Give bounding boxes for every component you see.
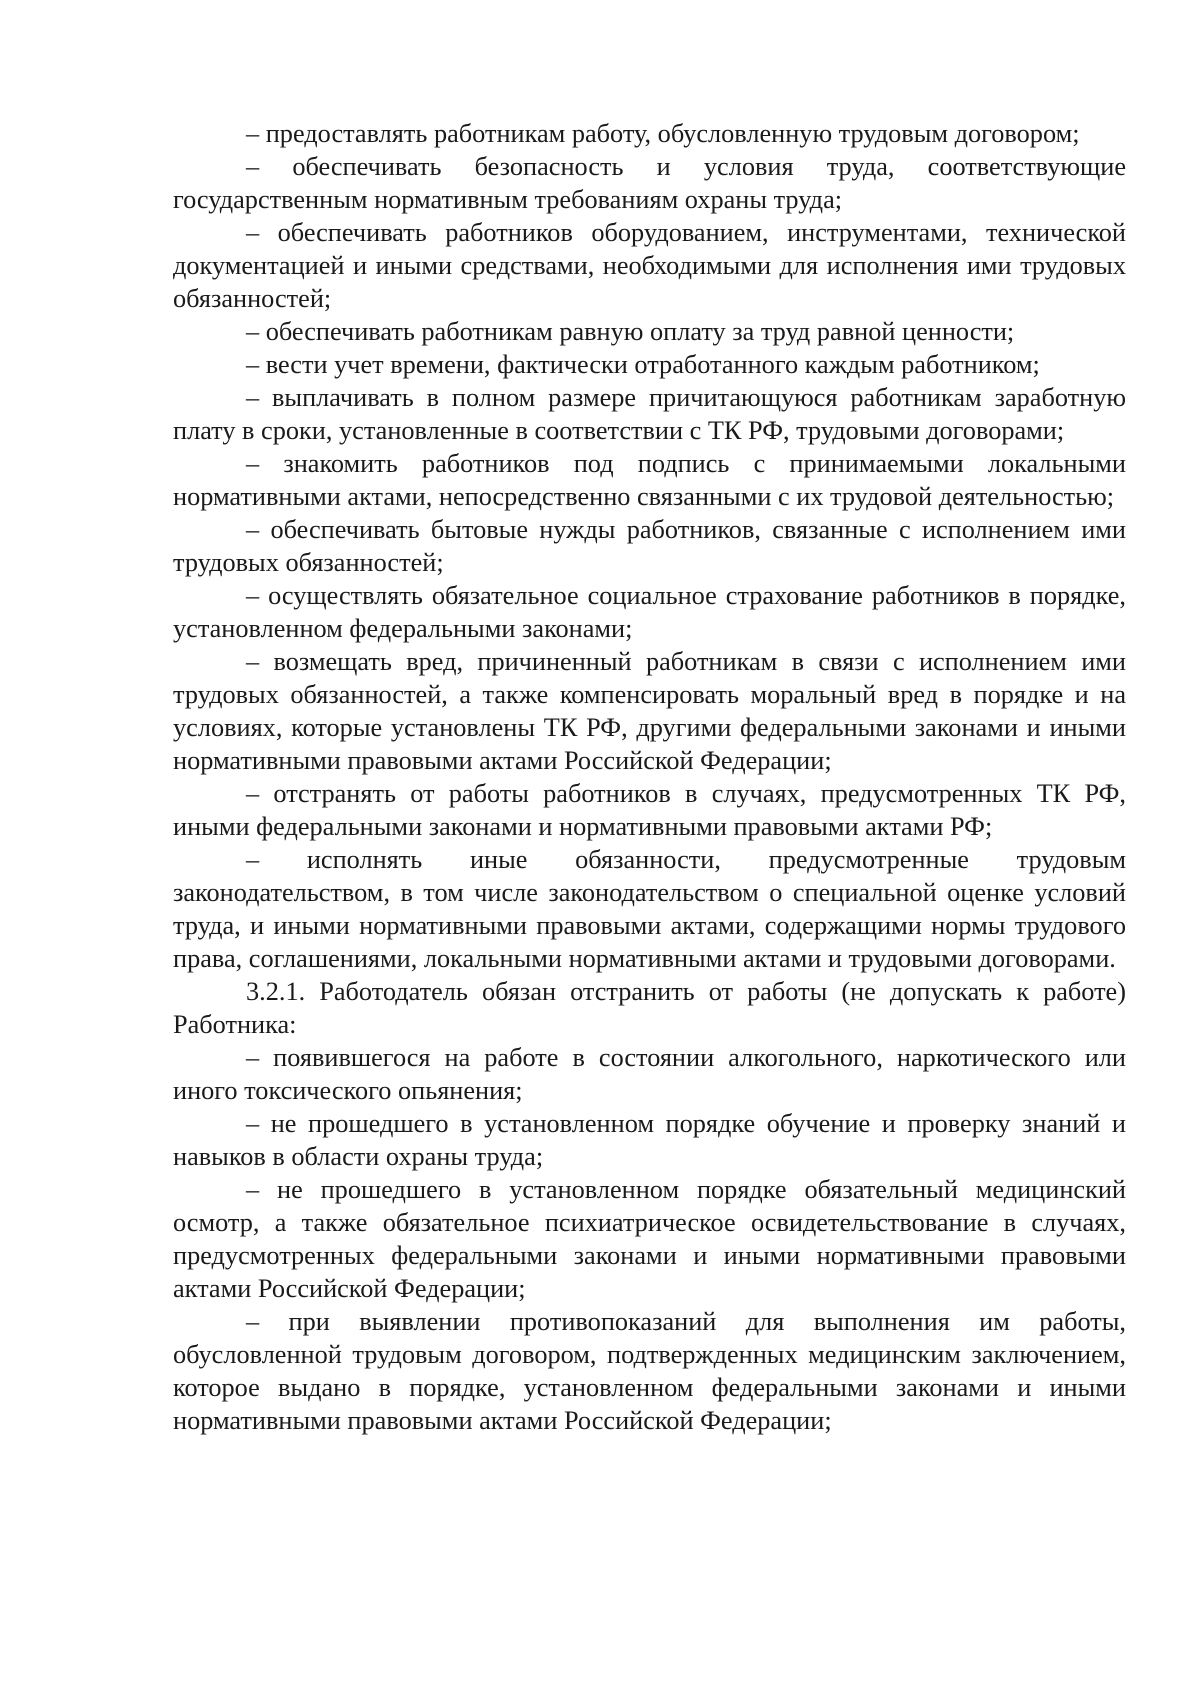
paragraph-wages: – выплачивать в полном размере причитающуюся работникам заработную плату в сроки, установленные в соответствии с ТК РФ, трудовыми договорами; <box>173 383 1126 445</box>
paragraph-local-acts: – знакомить работников под подпись с принимаемыми локальными нормативными актами, непосредственно связанными с их трудовой деятельностью; <box>173 449 1126 511</box>
paragraph-household-needs: – обеспечивать бытовые нужды работников, связанные с исполнением ими трудовых обязанностей; <box>173 515 1126 577</box>
paragraph-safety-conditions: – обеспечивать безопасность и условия труда, соответствующие государственным нормативным требованиям охраны труда; <box>173 152 1126 214</box>
paragraph-medical-exam: – не прошедшего в установленном порядке обязательный медицинский осмотр, а также обязательное психиатрическое освидетельствование в случаях, предусмотренных федеральными законами и иными нормативными правовыми актами Российской Федерации; <box>173 1175 1126 1303</box>
paragraph-contraindications: – при выявлении противопоказаний для выполнения им работы, обусловленной трудовым договором, подтвержденных медицинским заключением, которое выдано в порядке, установленном федеральными законами и иными нормативными правовыми актами Российской Федерации; <box>173 1307 1126 1435</box>
paragraph-social-insurance: – осуществлять обязательное социальное страхование работников в порядке, установленном федеральными законами; <box>173 581 1126 643</box>
paragraph-other-duties: – исполнять иные обязанности, предусмотренные трудовым законодательством, в том числе законодательством о специальной оценке условий труда, и иными нормативными правовыми актами, содержащими нормы трудового права, соглашениями, локальными нормативными актами и трудовыми договорами. <box>173 845 1126 973</box>
paragraph-time-records: – вести учет времени, фактически отработанного каждым работником; <box>246 350 1040 379</box>
paragraph-safety-training: – не прошедшего в установленном порядке обучение и проверку знаний и навыков в области охраны труда; <box>173 1109 1126 1171</box>
paragraph-equal-pay: – обеспечивать работникам равную оплату за труд равной ценности; <box>246 317 1015 346</box>
paragraph-provide-work: – предоставлять работникам работу, обусловленную трудовым договором; <box>246 119 1080 148</box>
paragraph-compensate-harm: – возмещать вред, причиненный работникам в связи с исполнением ими трудовых обязанностей, а также компенсировать моральный вред в порядке и на условиях, которые установлены ТК РФ, другими федеральными законами и иными нормативными правовыми актами Российской Федерации; <box>173 647 1126 775</box>
paragraph-section-3-2-1: 3.2.1. Работодатель обязан отстранить от работы (не допускать к работе) Работника: <box>173 977 1126 1039</box>
paragraph-equipment: – обеспечивать работников оборудованием, инструментами, технической документацией и иными средствами, необходимыми для исполнения ими трудовых обязанностей; <box>173 218 1126 313</box>
paragraph-suspend-workers: – отстранять от работы работников в случаях, предусмотренных ТК РФ, иными федеральными законами и нормативными правовыми актами РФ; <box>173 779 1126 841</box>
paragraph-intoxication: – появившегося на работе в состоянии алкогольного, наркотического или иного токсического опьянения; <box>173 1043 1126 1105</box>
document-page <box>173 117 1126 1437</box>
